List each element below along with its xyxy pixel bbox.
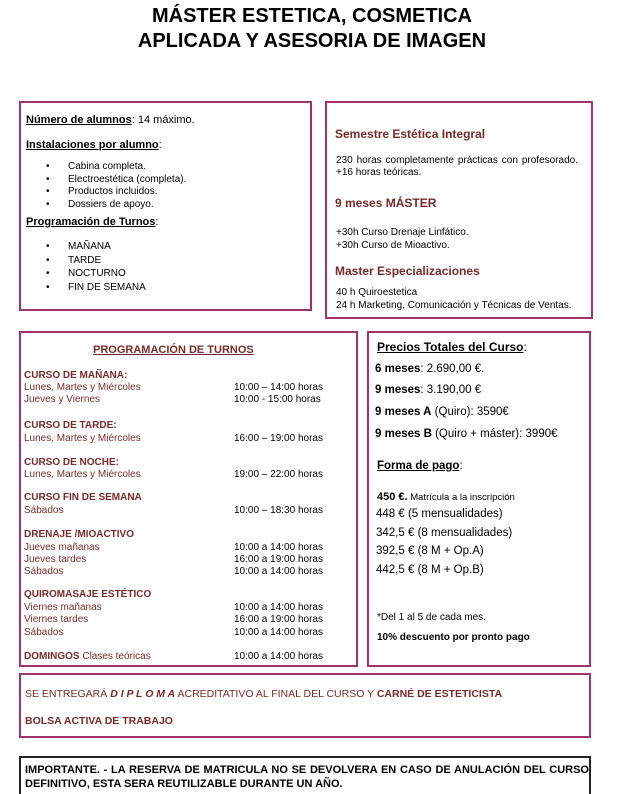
spec-line-1: 40 h Quiroestetica	[336, 287, 418, 298]
sunday-title: DOMINGOS	[24, 651, 80, 662]
sunday-text: Clases teóricas	[79, 651, 151, 662]
shift-item-3: • NOCTURNO	[68, 267, 146, 281]
quiro-days-1: Viernes mañanas	[24, 602, 102, 613]
diploma-line	[25, 688, 502, 700]
important-box	[19, 756, 591, 794]
shift-item-2: • TARDE	[68, 254, 146, 268]
drenaje-row-3	[24, 566, 354, 578]
afternoon-title: CURSO DE TARDE:	[24, 420, 117, 431]
schedule-box	[19, 331, 358, 667]
morning-time-2: 10:00 - 15:00 horas	[234, 394, 321, 405]
payment-option-4: 442,5 € (8 M + Op.B)	[376, 564, 484, 576]
afternoon-row-1	[24, 433, 354, 445]
facility-item-1: • Cabina completa.	[68, 161, 186, 174]
quiro-title: QUIROMASAJE ESTÉTICO	[24, 589, 152, 600]
price-6-months	[375, 363, 484, 375]
quiro-days-2: Viernes tardes	[24, 614, 89, 625]
prices-box	[367, 331, 591, 667]
shifts-list	[68, 240, 146, 294]
price-9b	[375, 428, 558, 440]
bolsa-text: BOLSA ACTIVA DE TRABAJO	[25, 715, 173, 727]
schedule-title: PROGRAMACIÓN DE TURNOS	[93, 344, 254, 356]
afternoon-time-1: 16:00 – 19:00 horas	[234, 433, 323, 444]
price-9b-value: (Quiro + máster): 3990€	[431, 428, 558, 440]
drenaje-time-3: 10:00 a 14:00 horas	[234, 566, 323, 577]
facilities-list	[68, 161, 186, 211]
semester-text: 230 horas completamente prácticas con profesorado. +16 horas teóricas.	[336, 155, 578, 178]
shift-item-4: • FIN DE SEMANA	[68, 281, 146, 295]
price-9-months	[375, 384, 481, 396]
drenaje-days-1: Jueves mañanas	[24, 542, 100, 553]
drenaje-days-3: Sábados	[24, 566, 64, 577]
diploma-middle: ACREDITATIVO AL FINAL DEL CURSO Y	[175, 688, 377, 700]
drenaje-title: DRENAJE /MIOACTIVO	[24, 529, 135, 540]
afternoon-days-1: Lunes, Martes y Miércoles	[24, 433, 141, 444]
master9-line-1: +30h Curso Drenaje Linfático.	[336, 227, 469, 238]
spec-title: Master Especializaciones	[335, 264, 480, 278]
students-value: : 14 máximo.	[131, 114, 195, 126]
master9-line-2: +30h Curso de Mioactivo.	[336, 240, 450, 251]
drenaje-time-2: 16:00 a 19:00 horas	[234, 554, 323, 565]
facilities-heading	[26, 139, 162, 152]
shifts-colon: :	[155, 216, 159, 228]
quiro-row-1	[24, 602, 354, 614]
payment-heading	[377, 460, 463, 472]
weekend-time-1: 10:00 – 18:30 horas	[234, 505, 323, 516]
payment-title: Forma de pago	[377, 460, 460, 472]
price-9-label: 9 meses	[375, 384, 421, 396]
students-label: Número de alumnos	[26, 114, 132, 126]
morning-title: CURSO DE MAÑANA:	[24, 370, 128, 381]
morning-days-2: Jueves y Viernes	[24, 394, 100, 405]
page-title	[0, 4, 624, 54]
price-9b-label: 9 meses B	[375, 428, 432, 440]
weekend-title: CURSO FIN DE SEMANA	[24, 492, 142, 503]
students-line	[26, 114, 195, 127]
spec-line-2: 24 h Marketing, Comunicación y Técnicas de Ventas.	[336, 300, 572, 311]
sunday-row	[24, 651, 354, 663]
facilities-label: Instalaciones por alumno	[26, 139, 159, 151]
payment-colon: :	[459, 460, 463, 472]
quiro-row-3	[24, 627, 354, 639]
price-9a-value: (Quiro): 3590€	[431, 406, 509, 418]
programs-box	[325, 101, 593, 319]
quiro-time-3: 10:00 a 14:00 horas	[234, 627, 323, 638]
quiro-time-1: 10:00 a 14:00 horas	[234, 602, 323, 613]
night-time-1: 19:00 – 22:00 horas	[234, 469, 323, 480]
semester-title: Semestre Estética Integral	[335, 127, 486, 141]
quiro-days-3: Sábados	[24, 627, 64, 638]
drenaje-row-2	[24, 554, 354, 566]
discount-text: 10% descuento por pronto pago	[377, 632, 530, 643]
enrollment-line	[377, 487, 515, 505]
title-line-1: MÁSTER ESTETICA, COSMETICA	[151, 5, 472, 27]
enrollment-text: Matrícula a la inscripción	[407, 492, 515, 503]
prices-title: Precios Totales del Curso	[377, 340, 524, 354]
payment-option-2: 342,5 € (8 mensualidades)	[376, 527, 513, 539]
shifts-heading	[26, 216, 158, 229]
weekend-row-1	[24, 505, 354, 517]
quiro-time-2: 16:00 a 19:00 horas	[234, 614, 323, 625]
morning-time-1: 10:00 – 14:00 horas	[234, 382, 323, 393]
payment-option-3: 392,5 € (8 M + Op.A)	[376, 545, 484, 557]
morning-row-2	[24, 394, 354, 406]
price-9a-label: 9 meses A	[375, 406, 432, 418]
price-6-label: 6 meses	[375, 363, 421, 375]
price-9-value: : 3.190,00 €	[420, 384, 482, 396]
drenaje-time-1: 10:00 a 14:00 horas	[234, 542, 323, 553]
prices-colon: :	[523, 340, 527, 354]
facility-item-4: • Dossiers de apoyo.	[68, 199, 186, 212]
quiro-row-2	[24, 614, 354, 626]
shift-item-1: • MAÑANA	[68, 240, 146, 254]
night-row-1	[24, 469, 354, 481]
title-line-2: APLICADA Y ASESORIA DE IMAGEN	[137, 30, 487, 52]
morning-days-1: Lunes, Martes y Miércoles	[24, 382, 141, 393]
night-days-1: Lunes, Martes y Miércoles	[24, 469, 141, 480]
facilities-colon: :	[158, 139, 162, 151]
weekend-days-1: Sábados	[24, 505, 64, 516]
enrollment-amount: 450 €.	[377, 491, 408, 503]
drenaje-days-2: Jueves tardes	[24, 554, 87, 565]
price-6-value: : 2.690,00 €.	[420, 363, 485, 375]
shifts-label: Programación de Turnos	[26, 216, 156, 228]
morning-row-1	[24, 382, 354, 394]
diploma-box	[19, 673, 591, 738]
payment-note: *Del 1 al 5 de cada mes.	[377, 612, 486, 623]
payment-option-1: 448 € (5 mensualidades)	[376, 508, 503, 520]
prices-heading	[377, 340, 527, 354]
diploma-prefix: SE ENTREGARÁ	[25, 688, 111, 700]
night-title: CURSO DE NOCHE:	[24, 457, 120, 468]
diploma-word: D I P L O M A	[110, 688, 176, 700]
important-text: IMPORTANTE. - LA RESERVA DE MATRICULA NO SE DEVOLVERA EN CASO DE ANULACIÓN DEL CURSO DEFINITIVO, ESTA SERA REUTILIZABLE DURANTE UN AÑO.	[25, 764, 589, 790]
course-info-box	[19, 101, 312, 311]
sunday-time: 10:00 a 14:00 horas	[234, 651, 323, 662]
drenaje-row-1	[24, 542, 354, 554]
facility-item-2: • Electroestética (completa).	[68, 174, 186, 187]
master9-title: 9 meses MÁSTER	[335, 196, 437, 210]
facility-item-3: • Productos incluidos.	[68, 186, 186, 199]
price-9a	[375, 406, 509, 418]
diploma-carne: CARNÉ DE ESTETICISTA	[376, 688, 503, 700]
